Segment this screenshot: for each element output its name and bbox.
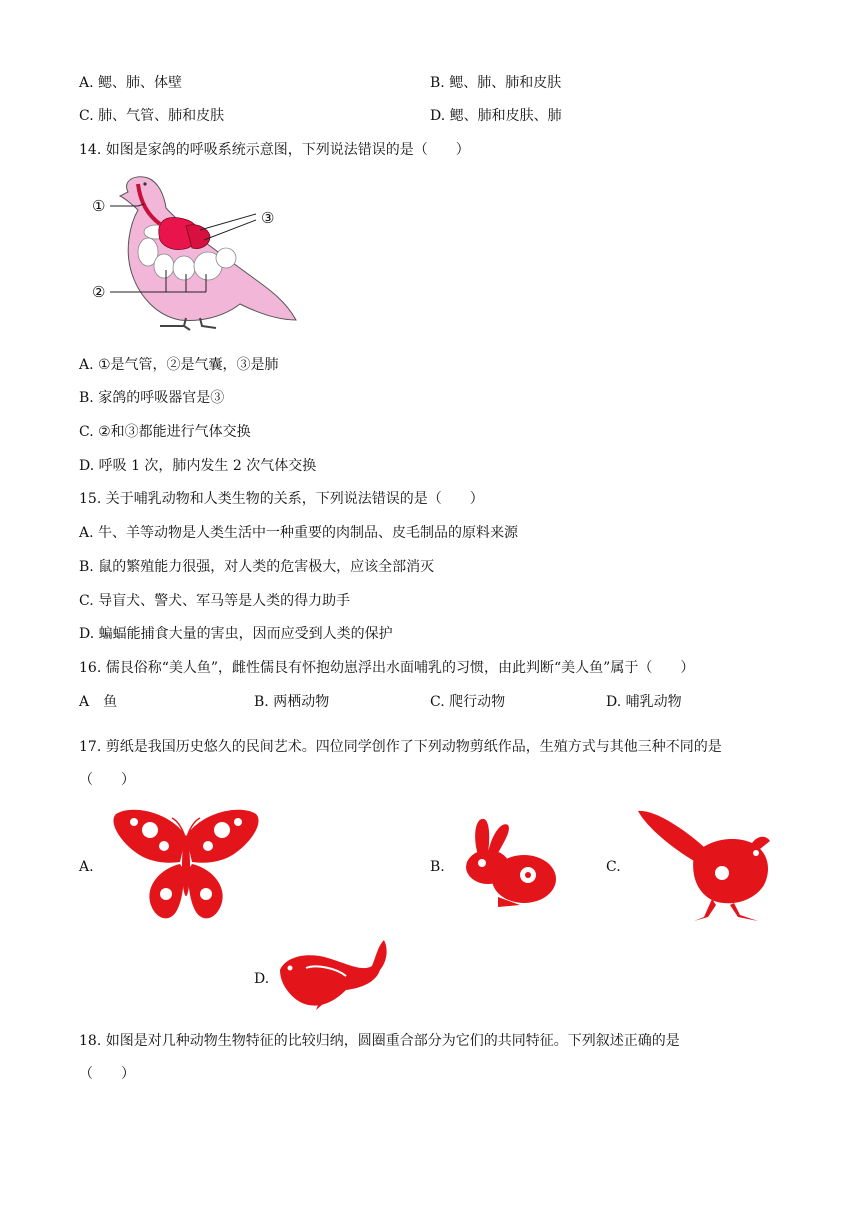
q16-option-d: D. 哺乳动物	[606, 694, 682, 710]
q17-stem-blank: （ ）	[79, 772, 135, 788]
q15-option-b: B. 鼠的繁殖能力很强，对人类的危害极大，应该全部消灭	[79, 559, 435, 575]
bird-papercut	[634, 805, 774, 925]
q17-option-b-label: B.	[430, 859, 445, 875]
q15-option-d: D. 蝙蝠能捕食大量的害虫，因而应受到人类的保护	[79, 626, 393, 642]
q17-stem: 17. 剪纸是我国历史悠久的民间艺术。四位同学创作了下列动物剪纸作品，生殖方式与其他三种不同的是	[79, 739, 722, 755]
q15-stem: 15. 关于哺乳动物和人类生物的关系，下列说法错误的是（ ）	[79, 491, 484, 507]
q16-option-a: A 鱼	[79, 694, 118, 710]
q16-option-c: C. 爬行动物	[430, 694, 506, 710]
pigeon-diagram	[88, 170, 303, 332]
q13-option-d: D. 鳃、肺和皮肤、肺	[430, 108, 562, 124]
label-3: ③	[261, 209, 275, 227]
q13-option-b: B. 鳃、肺、肺和皮肤	[430, 75, 562, 91]
q14-option-b: B. 家鸽的呼吸器官是③	[79, 390, 225, 406]
label-1: ①	[92, 197, 106, 215]
rabbit-papercut	[458, 815, 558, 910]
q17-option-d-label: D.	[254, 971, 270, 987]
label-2: ②	[92, 283, 106, 301]
q15-option-a: A. 牛、羊等动物是人类生活中一种重要的肉制品、皮毛制品的原料来源	[79, 525, 519, 541]
q14-option-a: A. ①是气管，②是气囊，③是肺	[79, 357, 279, 373]
q14-option-c: C. ②和③都能进行气体交换	[79, 424, 251, 440]
q13-option-a: A. 鳃、肺、体壁	[79, 75, 183, 91]
q18-stem-blank: （ ）	[79, 1066, 135, 1082]
q13-option-c: C. 肺、气管、肺和皮肤	[79, 108, 225, 124]
q17-option-a-label: A.	[79, 859, 94, 875]
q15-option-c: C. 导盲犬、警犬、军马等是人类的得力助手	[79, 593, 351, 609]
carp-papercut	[276, 938, 391, 1014]
q14-stem: 14. 如图是家鸽的呼吸系统示意图，下列说法错误的是（ ）	[79, 142, 470, 158]
q14-option-d: D. 呼吸 1 次，肺内发生 2 次气体交换	[79, 458, 317, 474]
q16-stem: 16. 儒艮俗称“美人鱼”，雌性儒艮有怀抱幼崽浮出水面哺乳的习惯，由此判断“美人鱼”属于（ ）	[79, 660, 695, 676]
q18-stem: 18. 如图是对几种动物生物特征的比较归纳，圆圈重合部分为它们的共同特征。下列叙述正确的是	[79, 1033, 680, 1049]
q17-option-c-label: C.	[606, 859, 621, 875]
pigeon-respiratory-figure	[88, 170, 303, 332]
butterfly-papercut	[110, 806, 262, 924]
q16-option-b: B. 两栖动物	[254, 694, 330, 710]
